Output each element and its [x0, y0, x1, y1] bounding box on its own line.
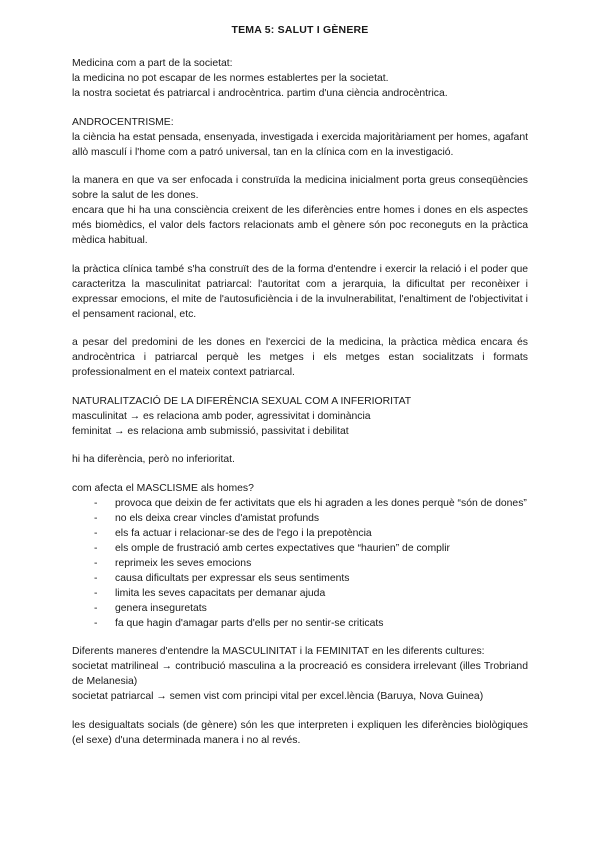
paragraph: la pràctica clínica també s'ha construït des de la forma d'entendre i exercir la relació i el poder que caracteritza la masculinitat patriarcal: l'autoritat com a jerarquia, la dificultat per reconèixer i expressar emocions, el mite de l'autosuficiència i de la invulnerabilitat, l'enaltiment de l'objectivitat i el pensament racional, etc. — [72, 263, 528, 320]
paragraph-line: societat patriarcal → semen vist com principi vital per excel.lència (Baruya, Nova Guinea) — [72, 691, 484, 702]
paragraph: encara que hi ha una consciència creixent de les diferències entre homes i dones en els aspectes més biomèdics, el valor dels factors relacionats amb el gènere són poc reconeguts en la pràctica mèdica habitual. — [72, 205, 528, 246]
list-item: - els omple de frustració amb certes expectatives que “haurien” de complir — [94, 541, 528, 556]
paragraph-line: la nostra societat és patriarcal i androcèntrica. partim d'una ciència androcèntrica. — [72, 88, 448, 99]
section-masclisme — [72, 481, 528, 631]
section-practica-clinica — [72, 262, 528, 322]
paragraph-line: la medicina no pot escapar de les normes establertes per la societat. — [72, 73, 389, 84]
list-item: - provoca que deixin de fer activitats que els hi agraden a les dones perquè “són de dones” — [94, 496, 528, 511]
list-item: - fa que hagin d'amagar parts d'ells per no sentir-se criticats — [94, 616, 528, 631]
section-heading: ANDROCENTRISME: — [72, 116, 174, 128]
paragraph: hi ha diferència, però no inferioritat. — [72, 454, 235, 465]
list-item: - reprimeix les seves emocions — [94, 556, 528, 571]
paragraph: la ciència ha estat pensada, ensenyada, investigada i exercida majoritàriament per homes, agafant allò masculí i l'home com a patró universal, tan en la clínica com en la investigació. — [72, 131, 528, 158]
paragraph-line: feminitat → es relaciona amb submissió, passivitat i debilitat — [72, 425, 349, 437]
paragraph: societat matrilineal → contribució masculina a la procreació es considera irrelevant (illes Trobriand de Melanesia) — [72, 661, 528, 687]
section-predomini-dones — [72, 335, 528, 380]
paragraph-line: Medicina com a part de la societat: — [72, 58, 233, 69]
list-item: - causa dificultats per expressar els seus sentiments — [94, 571, 528, 586]
list-item: - limita les seves capacitats per demanar ajuda — [94, 586, 528, 601]
section-heading: Diferents maneres d'entendre la MASCULINITAT i la FEMINITAT en les diferents cultures: — [72, 646, 485, 657]
section-heading: NATURALITZACIÓ DE LA DIFERÈNCIA SEXUAL COM A INFERIORITAT — [72, 395, 412, 407]
document-title: TEMA 5: SALUT I GÈNERE — [231, 24, 369, 36]
list-item: - no els deixa crear vincles d'amistat profunds — [94, 511, 528, 526]
paragraph-line: masculinitat → es relaciona amb poder, agressivitat i dominància — [72, 410, 371, 422]
paragraph: les desigualtats socials (de gènere) són les que interpreten i expliquen les diferències biològiques (el sexe) d'una determinada manera i no al revés. — [72, 719, 528, 746]
section-cultures — [72, 644, 528, 704]
masclisme-list — [72, 496, 528, 631]
section-androcentrisme — [72, 115, 528, 160]
paragraph: a pesar del predomini de les dones en l'exercici de la medicina, la pràctica mèdica encara és androcèntrica i patriarcal perquè les metges i els metges estan socialitzats i formats professionalment en el mateix context patriarcal. — [72, 337, 528, 378]
section-naturalitzacio — [72, 394, 528, 439]
section-medicina-societat — [72, 56, 528, 101]
section-diferencia — [72, 452, 528, 467]
section-desigualtats — [72, 718, 528, 748]
section-heading: com afecta el MASCLISME als homes? — [72, 482, 254, 494]
paragraph: la manera en que va ser enfocada i construïda la medicina inicialment porta greus conseqüències sobre la salut de les dones. — [72, 175, 528, 201]
list-item: - els fa actuar i relacionar-se des de l'ego i la prepotència — [94, 526, 528, 541]
section-consequencies — [72, 173, 528, 248]
list-item: - genera inseguretats — [94, 601, 528, 616]
